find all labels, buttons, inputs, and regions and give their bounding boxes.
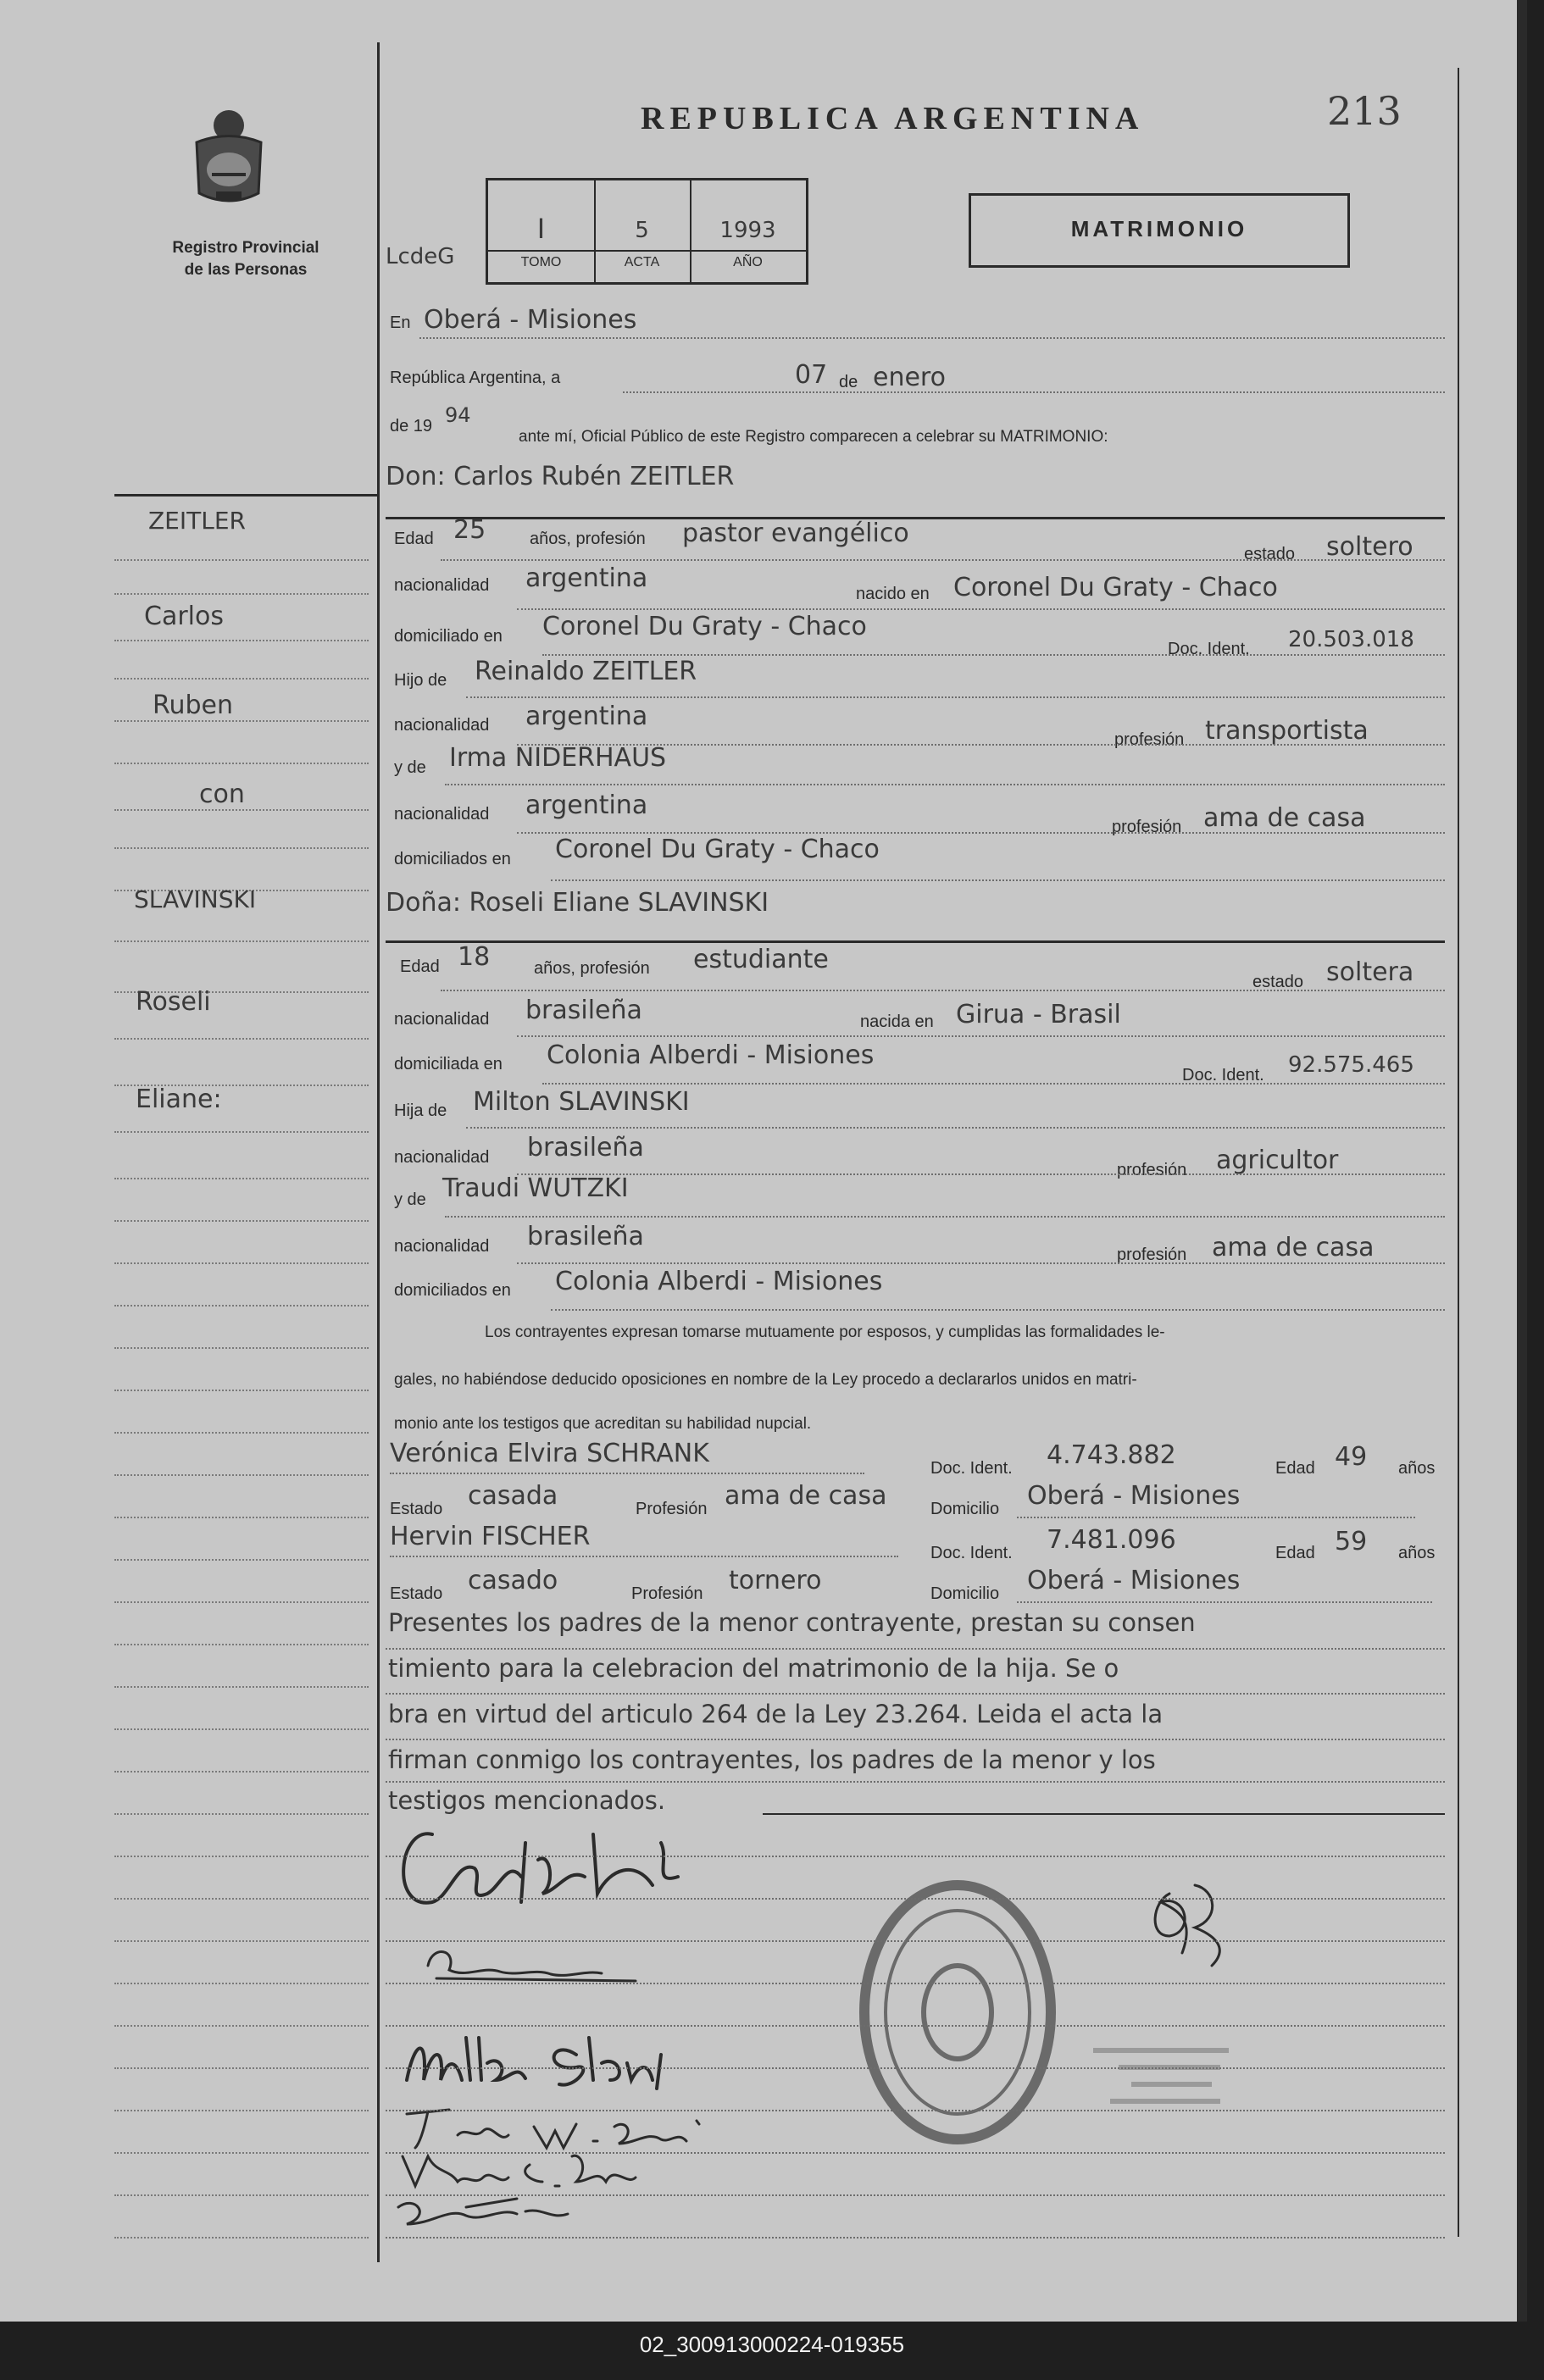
official-name-stamp	[1093, 2050, 1229, 2101]
groom-doc-label: Doc. Ident.	[1168, 640, 1250, 658]
groom-madre-nac-label: nacionalidad	[394, 805, 490, 824]
office-name-line1: Registro Provincial	[172, 239, 319, 257]
provincial-seal-emblem-icon	[186, 100, 271, 210]
witness2-domicilio: Oberá - Misiones	[1027, 1566, 1241, 1595]
groom-nac-label: nacionalidad	[394, 576, 490, 595]
anio-value: 1993	[719, 218, 776, 243]
day: 07	[795, 360, 828, 390]
note-line-5: testigos mencionados.	[388, 1786, 666, 1815]
declaration-line1: Los contrayentes expresan tomarse mutuamente por esposos, y cumplidas las formalidades le-	[485, 1323, 1165, 1341]
groom-hijo-label: Hijo de	[394, 671, 447, 690]
acta-value: 5	[635, 218, 649, 243]
scan-id-footer: 02_300913000224-019355	[639, 2332, 905, 2357]
office-name-line2: de las Personas	[184, 261, 308, 279]
bride-yde-label: y de	[394, 1190, 426, 1209]
bride-padre-prof-label: profesión	[1117, 1161, 1187, 1179]
anio-label: AÑO	[733, 255, 763, 269]
registry-code: LcdeG	[386, 244, 455, 269]
en-label: En	[390, 313, 411, 332]
groom-padre: Reinaldo ZEITLER	[475, 657, 697, 686]
witness2-name: Hervin FISCHER	[390, 1522, 591, 1551]
bride-hija-label: Hija de	[394, 1101, 447, 1120]
bride-padre-nac: brasileña	[527, 1133, 644, 1162]
groom-madre: Irma NIDERHAUS	[449, 743, 667, 773]
groom-estado-label: estado	[1244, 545, 1296, 563]
bride-domicilio: Colonia Alberdi - Misiones	[547, 1040, 875, 1070]
witness2-edad: 59	[1335, 1527, 1368, 1556]
witness1-edad-label: Edad	[1275, 1459, 1315, 1478]
bride-padre-prof: agricultor	[1216, 1146, 1339, 1175]
witness2-dom-label: Domicilio	[930, 1584, 1000, 1603]
bride-nac-label: nacionalidad	[394, 1010, 490, 1029]
groom-edad-label: Edad	[394, 530, 434, 548]
bride-profesion: estudiante	[693, 945, 829, 974]
milton-signature	[407, 2038, 661, 2089]
bride-estado: soltera	[1326, 957, 1414, 987]
bride-dom-label: domiciliada en	[394, 1055, 503, 1073]
bride-padre-nac-label: nacionalidad	[394, 1148, 490, 1167]
groom-section-rule	[386, 517, 1445, 519]
note-line-4: firman conmigo los contrayentes, los padres de la menor y los	[388, 1745, 1156, 1774]
witness2-profesion: tornero	[729, 1566, 822, 1595]
witness2-doc: 7.481.096	[1047, 1525, 1176, 1555]
witness1-name: Verónica Elvira SCHRANK	[390, 1439, 709, 1468]
groom-doms-label: domiciliados en	[394, 850, 511, 868]
bride-madre-nac-label: nacionalidad	[394, 1237, 490, 1256]
tomo-label: TOMO	[520, 255, 562, 269]
witness1-estado: casada	[468, 1481, 558, 1511]
margin-top-rule	[114, 494, 377, 497]
witness1-doc-label: Doc. Ident.	[930, 1459, 1013, 1478]
witness1-doc: 4.743.882	[1047, 1440, 1176, 1470]
signatures-area	[381, 1809, 1449, 2266]
groom-signature	[403, 1834, 678, 1902]
witness1-estado-label: Estado	[390, 1500, 443, 1518]
witness1-prof-label: Profesión	[636, 1500, 708, 1518]
groom-yde-label: y de	[394, 758, 426, 777]
bride-madre-nac: brasileña	[527, 1222, 644, 1251]
bride-padre: Milton SLAVINSKI	[473, 1087, 690, 1117]
month: enero	[873, 363, 946, 392]
groom-madre-prof: ama de casa	[1203, 803, 1366, 833]
witness1-dom-label: Domicilio	[930, 1500, 1000, 1518]
groom-profesion: pastor evangélico	[682, 519, 909, 548]
witness1-anos-label: años	[1398, 1459, 1436, 1478]
margin-entry-given-3: Roseli	[136, 987, 211, 1017]
official-round-stamp-icon	[864, 1885, 1051, 2139]
witness1-profesion: ama de casa	[725, 1481, 887, 1511]
note-line-1: Presentes los padres de la menor contrayente, prestan su consen	[388, 1608, 1196, 1637]
margin-entry-con: con	[199, 779, 245, 809]
bride-name: Doña: Roseli Eliane SLAVINSKI	[386, 888, 769, 918]
groom-madre-prof-label: profesión	[1112, 818, 1182, 836]
bride-madre: Traudi WUTZKI	[442, 1173, 629, 1203]
groom-estado: soltero	[1326, 532, 1413, 562]
acta-label: ACTA	[624, 255, 660, 269]
groom-anos-prof-label: años, profesión	[530, 530, 646, 548]
hervin-signature	[398, 2199, 568, 2224]
republica-label: República Argentina, a	[390, 369, 561, 387]
country-title: REPUBLICA ARGENTINA	[641, 101, 1145, 136]
witness2-anos-label: años	[1398, 1544, 1436, 1562]
declaration-line2: gales, no habiéndose deducido oposiciones en nombre de la Ley procedo a declararlos unidos en matri-	[394, 1371, 1137, 1389]
groom-edad: 25	[453, 515, 486, 545]
groom-padres-dom: Coronel Du Graty - Chaco	[555, 835, 880, 864]
groom-nacido-en: Coronel Du Graty - Chaco	[953, 573, 1278, 602]
veronica-signature	[403, 2155, 636, 2186]
margin-entry-given-2: Ruben	[153, 691, 234, 720]
groom-padre-nac-label: nacionalidad	[394, 716, 490, 735]
de-label: de	[839, 373, 858, 391]
record-type: MATRIMONIO	[1070, 216, 1248, 241]
groom-madre-nac: argentina	[525, 791, 648, 820]
witness2-doc-label: Doc. Ident.	[930, 1544, 1013, 1562]
year-prefix: de 19	[390, 417, 433, 436]
margin-entry-given-4: Eliane:	[136, 1085, 222, 1114]
bride-edad-label: Edad	[400, 957, 440, 976]
bride-doc-label: Doc. Ident.	[1182, 1066, 1264, 1085]
bride-nacionalidad: brasileña	[525, 996, 642, 1025]
record-type-box	[969, 193, 1350, 268]
witness1-edad: 49	[1335, 1442, 1368, 1472]
groom-padre-nac: argentina	[525, 702, 648, 731]
note-line-3: bra en virtud del articulo 264 de la Ley 23.264. Leida el acta la	[388, 1700, 1164, 1728]
groom-padre-prof: transportista	[1205, 716, 1369, 746]
bride-madre-prof-label: profesión	[1117, 1245, 1187, 1264]
declaration-line3: monio ante los testigos que acreditan su habilidad nupcial.	[394, 1415, 812, 1433]
groom-dom-label: domiciliado en	[394, 627, 503, 646]
bride-signature	[428, 1952, 636, 1981]
page-number: 213	[1327, 88, 1402, 134]
margin-entry-given-1: Carlos	[144, 602, 224, 631]
witness1-domicilio: Oberá - Misiones	[1027, 1481, 1241, 1511]
bride-doms-label: domiciliados en	[394, 1281, 511, 1300]
bride-estado-label: estado	[1252, 973, 1304, 991]
witness2-estado: casado	[468, 1566, 558, 1595]
bride-edad: 18	[458, 942, 491, 972]
bride-anos-prof-label: años, profesión	[534, 959, 650, 978]
margin-entry-surname-bride: SLAVINSKI	[134, 885, 257, 913]
witness2-edad-label: Edad	[1275, 1544, 1315, 1562]
margin-entry-surname-groom: ZEITLER	[148, 507, 246, 535]
note-line-2: timiento para la celebracion del matrimonio de la hija. Se o	[388, 1654, 1119, 1683]
groom-padre-prof-label: profesión	[1114, 730, 1185, 749]
groom-domicilio: Coronel Du Graty - Chaco	[542, 612, 867, 641]
bride-doc: 92.575.465	[1288, 1052, 1414, 1078]
groom-doc: 20.503.018	[1288, 627, 1414, 652]
bride-nacida-label: nacida en	[860, 1012, 934, 1031]
groom-name: Don: Carlos Rubén ZEITLER	[386, 462, 735, 491]
right-border	[1458, 68, 1459, 2237]
bride-section-rule	[386, 940, 1445, 943]
bride-madre-prof: ama de casa	[1212, 1233, 1375, 1262]
witness2-prof-label: Profesión	[631, 1584, 703, 1603]
witness2-estado-label: Estado	[390, 1584, 443, 1603]
intro-statement: ante mí, Oficial Público de este Registro comparecen a celebrar su MATRIMONIO:	[519, 428, 1108, 446]
bride-nacida-en: Girua - Brasil	[956, 1000, 1121, 1029]
tomo-value: I	[536, 213, 546, 245]
record-number-box	[486, 178, 808, 285]
groom-nacido-label: nacido en	[856, 585, 930, 603]
place: Oberá - Misiones	[424, 305, 637, 335]
year-suffix: 94	[445, 403, 471, 427]
bride-padres-dom: Colonia Alberdi - Misiones	[555, 1267, 883, 1296]
traudi-signature	[407, 2110, 699, 2148]
groom-nacionalidad: argentina	[525, 563, 648, 593]
margin-divider	[377, 42, 380, 2262]
